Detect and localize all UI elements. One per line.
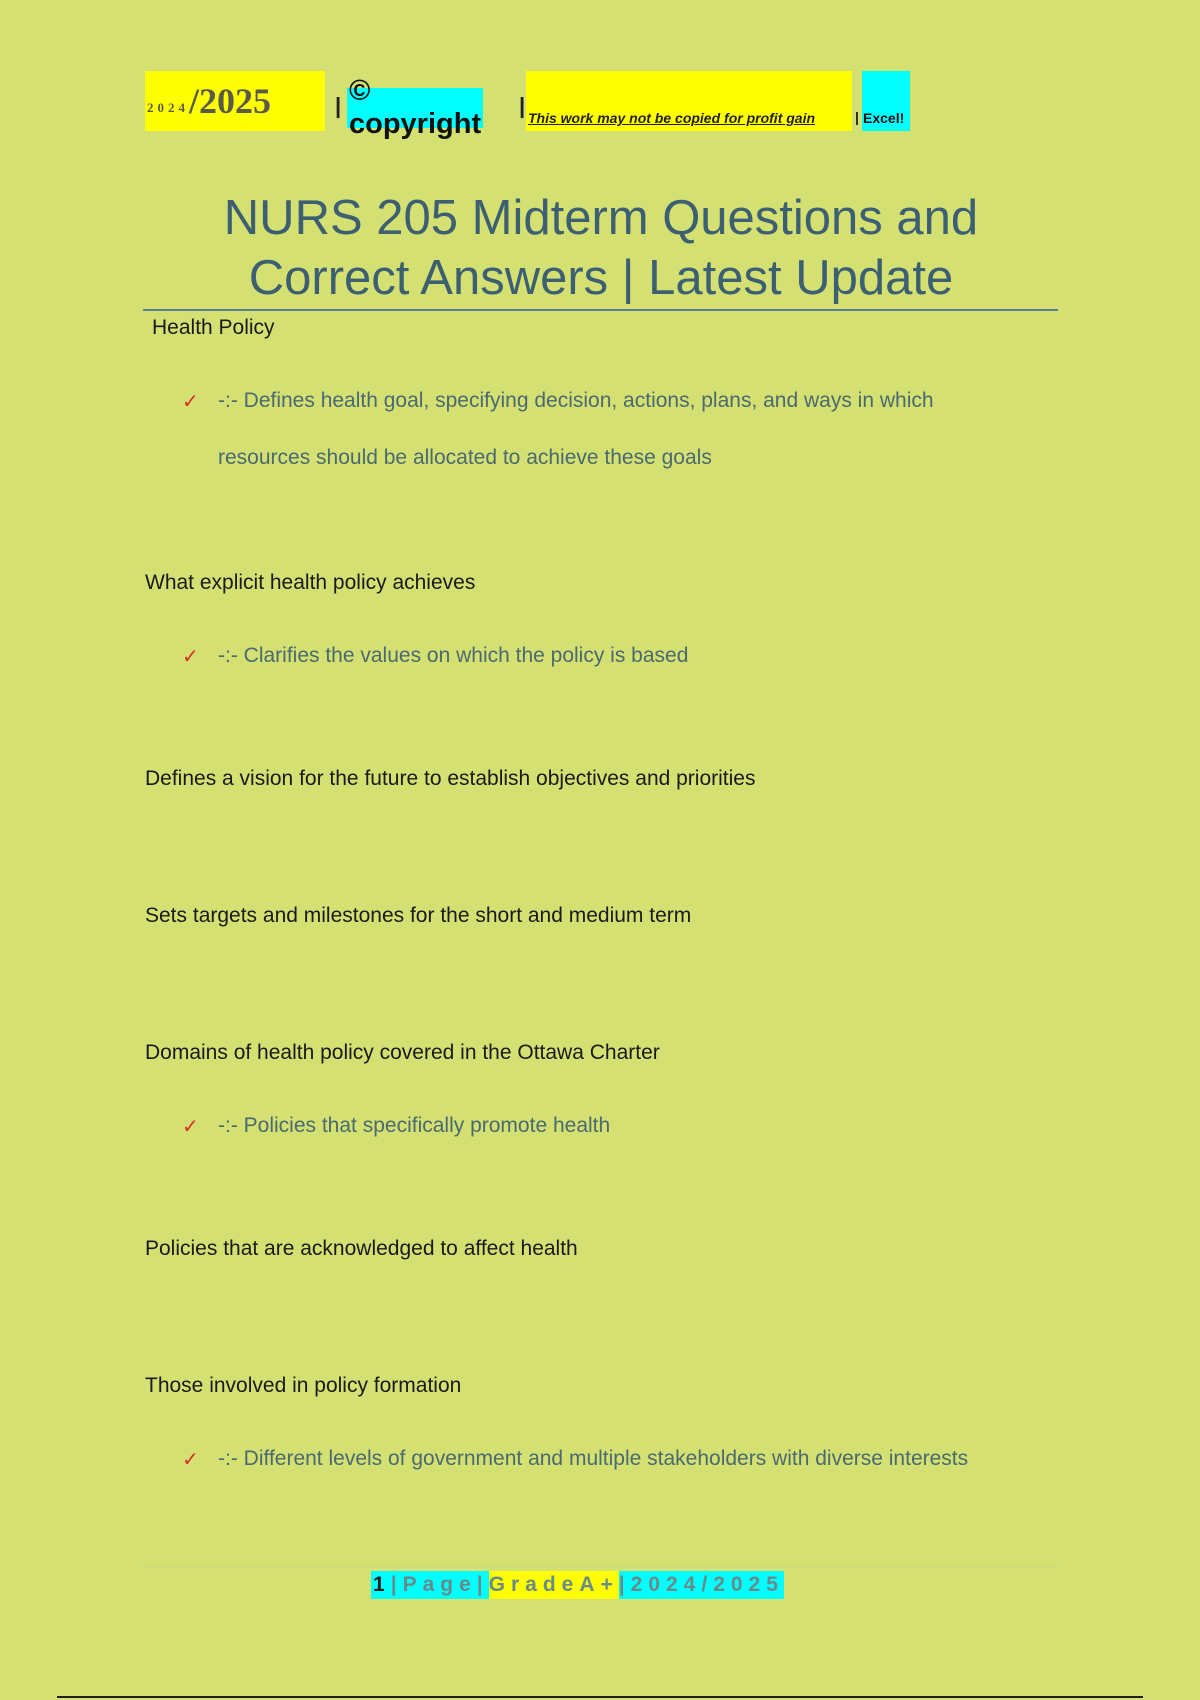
question-4: Sets targets and milestones for the short and medium term: [145, 904, 692, 927]
page-label: |Page|: [391, 1571, 489, 1599]
title-divider: [143, 309, 1058, 311]
checkmark-icon: ✓: [182, 1449, 199, 1471]
page-bottom-border: [57, 1696, 1143, 1698]
question-6: Policies that are acknowledged to affect health: [145, 1237, 578, 1260]
question-7: Those involved in policy formation: [145, 1374, 462, 1397]
copy-notice-text: This work may not be copied for profit gain: [528, 110, 816, 126]
checkmark-icon: ✓: [182, 391, 199, 413]
footer-year: |2024/2025: [619, 1571, 784, 1599]
question-1: Health Policy: [152, 316, 275, 339]
question-3: Defines a vision for the future to establish objectives and priorities: [145, 767, 756, 790]
question-2: What explicit health policy achieves: [145, 571, 476, 594]
page-footer: [371, 1571, 784, 1599]
answer-2-text: -:- Clarifies the values on which the policy is based: [218, 644, 689, 667]
page-title: [145, 188, 1057, 308]
year-small: 2024: [147, 100, 189, 115]
checkmark-icon: ✓: [182, 1116, 199, 1138]
copyright-label: © copyright: [349, 75, 482, 140]
title-line-2: Correct Answers | Latest Update: [248, 251, 954, 305]
answer-1-line-2: resources should be allocated to achieve these goals: [218, 446, 712, 469]
answer-7-text: -:- Different levels of government and multiple stakeholders with diverse interests: [218, 1447, 969, 1470]
page-number: 1: [371, 1571, 391, 1599]
checkmark-icon: ✓: [182, 646, 199, 668]
answer-1-line-1: -:- Defines health goal, specifying decision, actions, plans, and ways in which: [218, 389, 934, 412]
copy-notice: [526, 71, 852, 131]
separator: |: [335, 93, 342, 118]
title-line-1: NURS 205 Midterm Questions and: [223, 191, 979, 245]
separator: |: [519, 93, 526, 118]
year-big: /2025: [189, 81, 272, 121]
answer-5-text: -:- Policies that specifically promote health: [218, 1114, 611, 1137]
separator: |: [855, 109, 859, 125]
footer-divider: [143, 1567, 1058, 1568]
excel-label: [862, 71, 910, 131]
year-highlight: [145, 71, 325, 131]
question-5: Domains of health policy covered in the Ottawa Charter: [145, 1041, 660, 1064]
grade-label: GradeA+: [489, 1571, 619, 1599]
excel-text: Excel!: [863, 110, 905, 126]
